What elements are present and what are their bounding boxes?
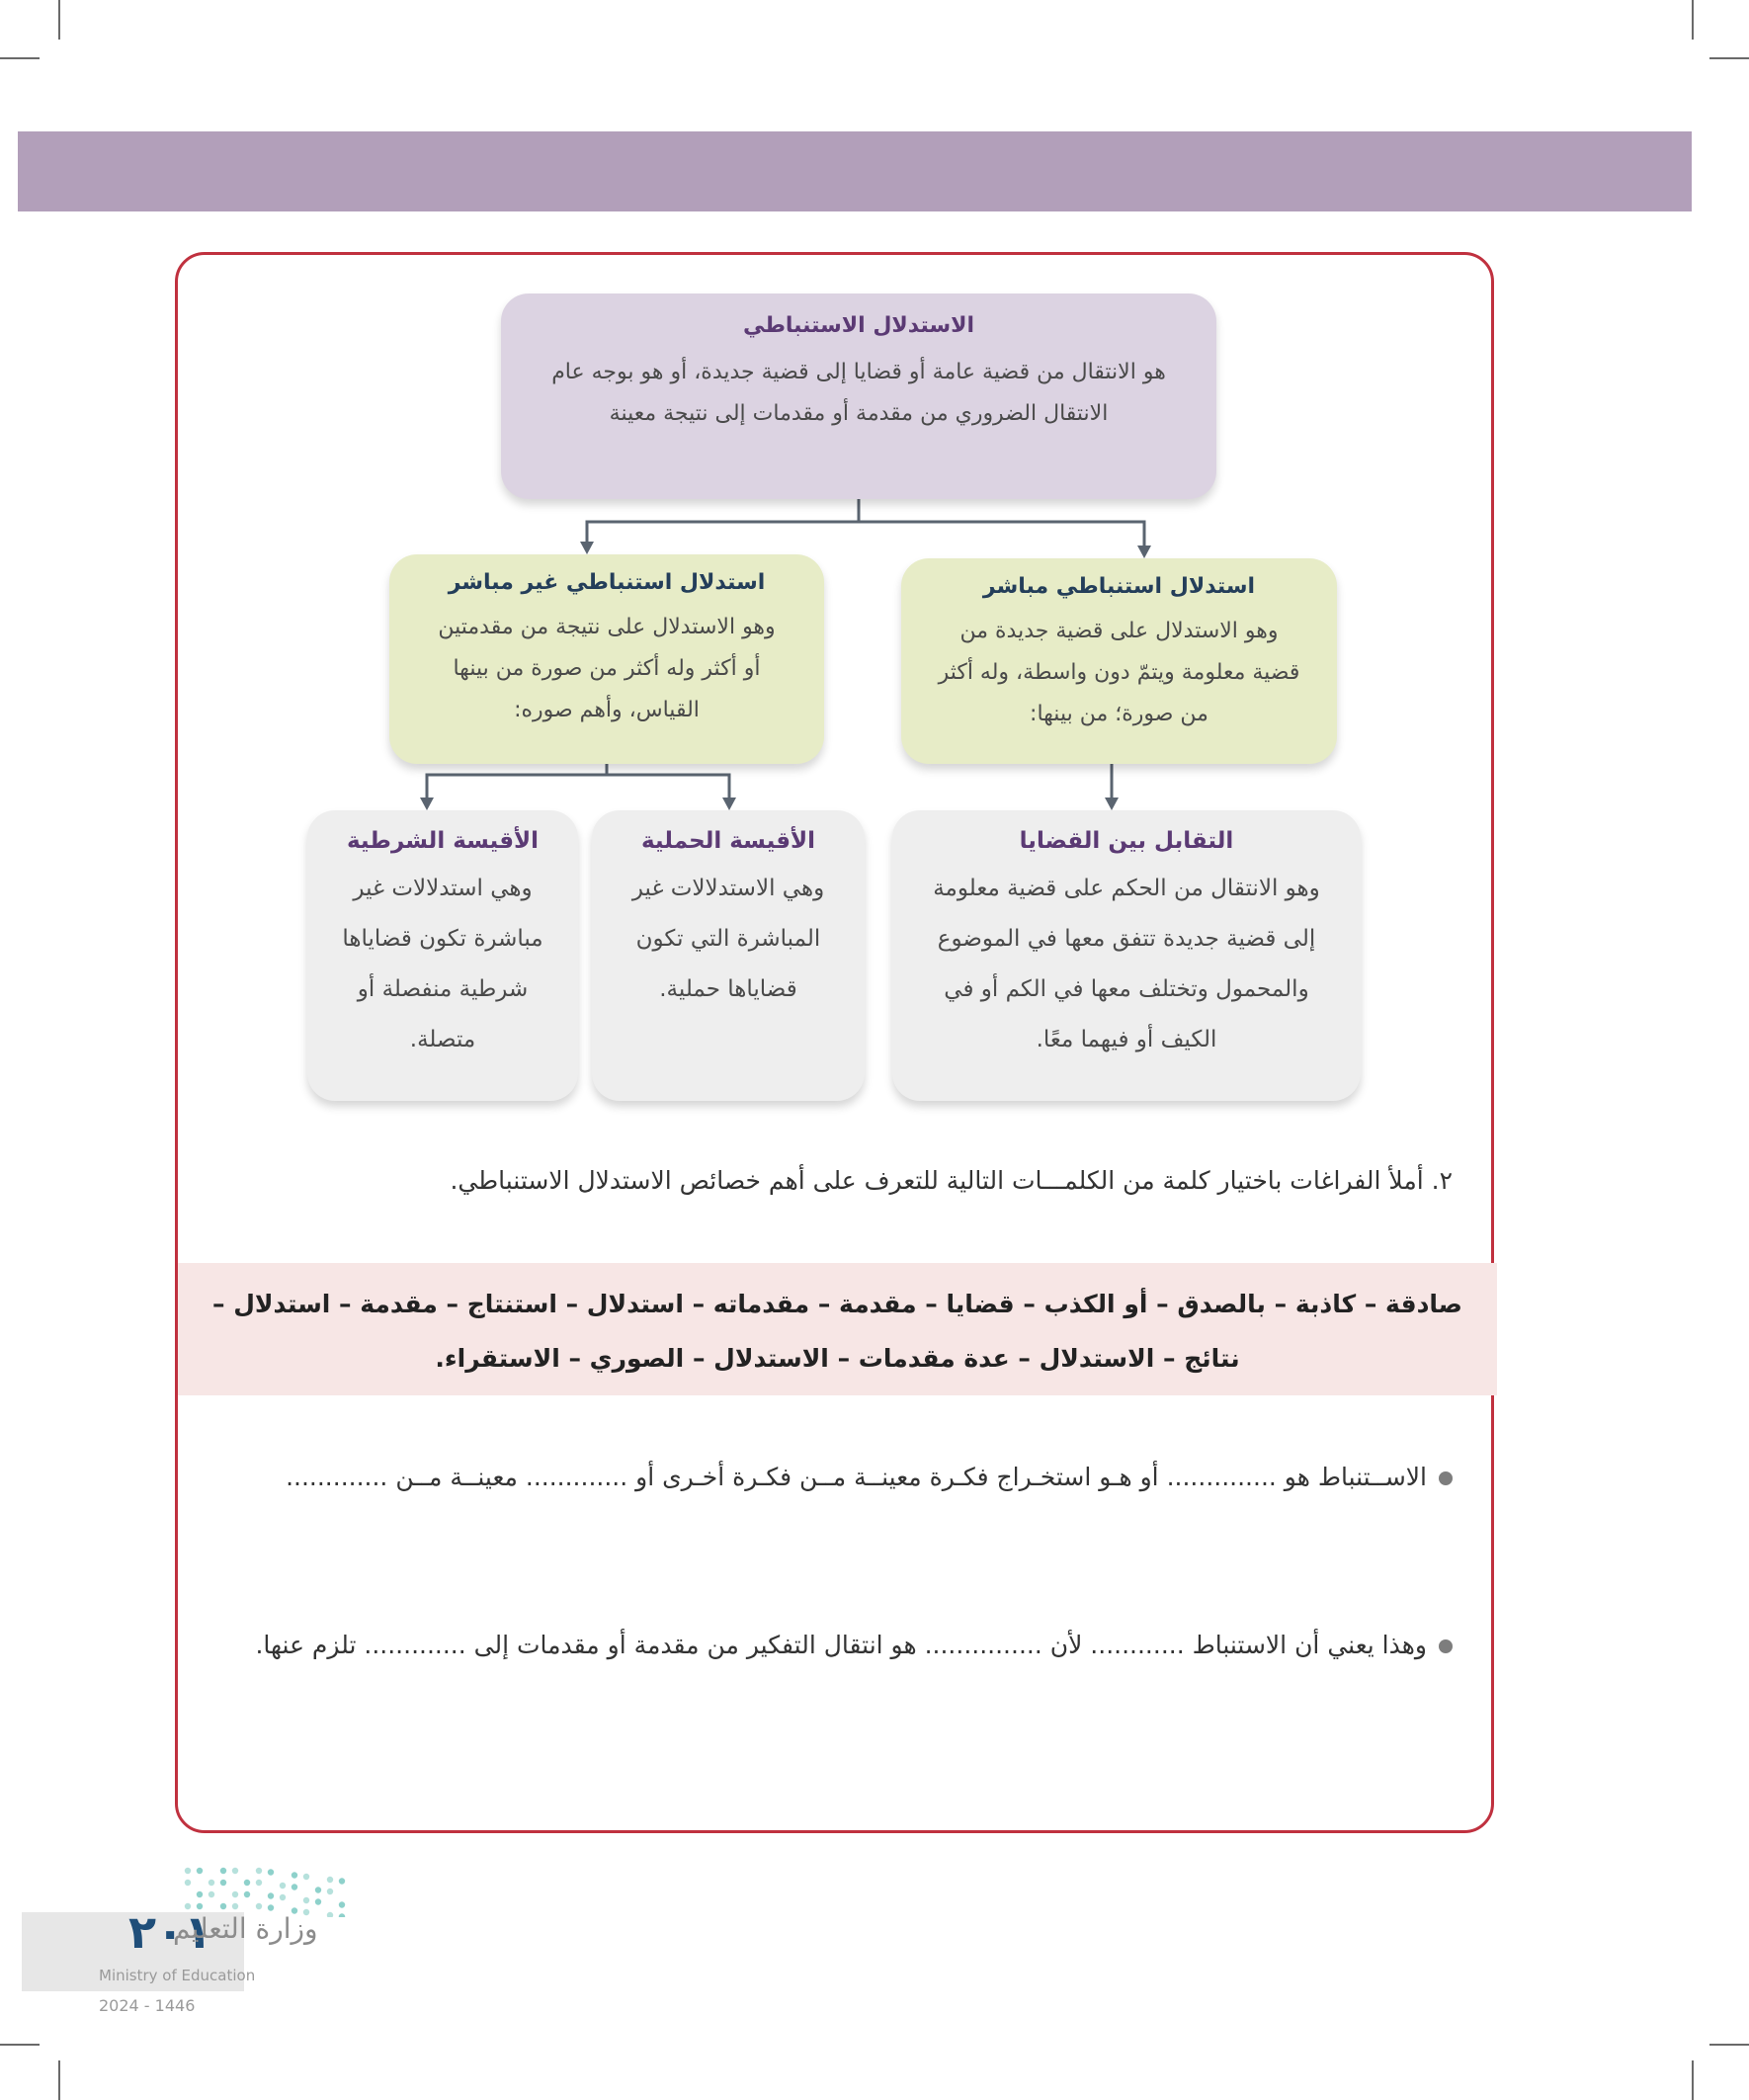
fill-blank-sentence xyxy=(188,1616,1453,1675)
box-text-line: وهي استدلالات غير xyxy=(353,876,533,901)
header-band xyxy=(18,131,1692,211)
logo-dot xyxy=(327,1877,333,1883)
logo-dot xyxy=(197,1891,203,1897)
crop-mark xyxy=(58,2060,60,2100)
crop-mark xyxy=(58,0,60,40)
box-text-line: مباشرة تكون قضاياها xyxy=(342,926,543,952)
edition-year: 2024 - 1446 xyxy=(99,1996,196,2015)
logo-dot xyxy=(220,1880,226,1886)
box-text-line: قضية معلومة ويتمّ دون واسطة، وله أكثر xyxy=(938,660,1300,685)
bullet-icon xyxy=(1439,1639,1453,1653)
logo-dot xyxy=(303,1897,309,1903)
direct-deduction-box xyxy=(901,558,1337,764)
box-title: الاستدلال الاستنباطي xyxy=(742,313,975,338)
logo-dot xyxy=(280,1883,286,1889)
box-text-line: الانتقال الضروري من مقدمة أو مقدمات إلى نتيجة معينة xyxy=(609,401,1109,426)
logo-dot xyxy=(315,1898,321,1904)
box-text-line: أو أكثر وله أكثر من صورة من بينها xyxy=(453,656,761,681)
box-text-line: من صورة؛ من بينها: xyxy=(1030,702,1208,726)
logo-dot xyxy=(197,1868,203,1874)
logo-dot xyxy=(185,1880,191,1886)
conditional-syllogisms-box xyxy=(307,810,578,1101)
box-title: استدلال استنباطي غير مباشر xyxy=(448,570,766,595)
logo-dot xyxy=(339,1913,345,1917)
exercise-instruction: ٢. أملأ الفراغات باختيار كلمة من الكلمـــات التالية للتعرف على أهم خصائص الاستدلال الاستنباطي. xyxy=(450,1166,1453,1195)
indirect-deduction-box xyxy=(389,554,824,764)
logo-dot xyxy=(220,1868,226,1874)
logo-dot xyxy=(256,1880,262,1886)
logo-dot xyxy=(208,1880,214,1886)
crop-mark xyxy=(1692,2060,1694,2100)
logo-dot xyxy=(339,1901,345,1907)
box-text-line: هو الانتقال من قضية عامة أو قضايا إلى قضية جديدة، أو هو بوجه عام xyxy=(551,360,1166,384)
deductive-reasoning-box xyxy=(501,294,1216,499)
box-title: الأقيسة الشرطية xyxy=(346,828,540,854)
fill-blank-sentence xyxy=(222,1448,1453,1507)
box-text-line: وهو الاستدلال على قضية جديدة من xyxy=(959,619,1279,643)
box-text-line: القياس، وأهم صوره: xyxy=(514,698,700,722)
ministry-name-english: Ministry of Education xyxy=(99,1967,256,1984)
logo-dot xyxy=(220,1903,226,1909)
logo-dot xyxy=(208,1891,214,1897)
logo-dot xyxy=(232,1903,238,1909)
box-text-line: المباشرة التي تكون xyxy=(635,926,821,952)
logo-dot xyxy=(244,1891,250,1897)
logo-dot xyxy=(268,1904,274,1910)
logo-dot xyxy=(315,1887,321,1892)
logo-dot xyxy=(327,1889,333,1894)
crop-mark xyxy=(1692,0,1694,40)
categorical-syllogisms-box xyxy=(592,810,865,1101)
sentence-text: الاســتنباط هو .............. أو هـو استخـراج فكـرة معينــة مــن فكـرة أخـرى أو ............. معينــة مــن ............. xyxy=(286,1463,1427,1491)
crop-mark xyxy=(0,57,40,59)
box-text-line: قضاياها حملية. xyxy=(659,976,797,1002)
logo-dot xyxy=(232,1868,238,1874)
opposition-of-propositions-box xyxy=(892,810,1361,1101)
logo-dot xyxy=(292,1884,297,1890)
box-text-line: وهو الاستدلال على نتيجة من مقدمتين xyxy=(438,615,776,639)
crop-mark xyxy=(0,2044,40,2046)
crop-mark xyxy=(1709,57,1749,59)
logo-dot xyxy=(185,1868,191,1874)
logo-dot xyxy=(244,1880,250,1886)
logo-dot xyxy=(327,1912,333,1917)
box-text-line: والمحمول وتختلف معها في الكم أو في xyxy=(944,976,1309,1002)
word-bank xyxy=(178,1263,1497,1395)
word-bank-line: نتائج – الاستدلال – عدة مقدمات – الاستدلال – الصوري – الاستقراء. xyxy=(435,1344,1240,1373)
word-bank-line: صادقة – كاذبة – بالصدق – أو الكذب – قضايا – مقدمة – مقدماته – استدلال – استنتاج – مقدمة – استدلال – xyxy=(212,1290,1462,1318)
logo-dot xyxy=(303,1874,309,1880)
logo-dot xyxy=(268,1892,274,1898)
logo-dot xyxy=(339,1878,345,1884)
logo-dot xyxy=(256,1903,262,1909)
logo-dot xyxy=(232,1891,238,1897)
logo-dot xyxy=(268,1869,274,1875)
box-text-line: الكيف أو فيهما معًا. xyxy=(1036,1027,1217,1052)
box-text-line: متصلة. xyxy=(409,1027,476,1052)
box-text-line: شرطية منفصلة أو xyxy=(357,976,529,1002)
box-text-line: إلى قضية جديدة تتفق معها في الموضوع xyxy=(937,926,1316,952)
ministry-name-arabic: وزارة التعليم xyxy=(173,1912,318,1945)
box-title: استدلال استنباطي مباشر xyxy=(982,574,1256,599)
box-title: الأقيسة الحملية xyxy=(640,828,816,854)
logo-dot xyxy=(256,1868,262,1874)
page-number: ٢٠١ xyxy=(128,1905,212,1959)
sentence-text: وهذا يعني أن الاستنباط ............ لأن ............... هو انتقال التفكير من مقدمة أو مقدمات إلى ............. تلزم عنها. xyxy=(255,1631,1427,1659)
box-text-line: وهي الاستدلالات غير xyxy=(631,876,825,901)
bullet-icon xyxy=(1439,1471,1453,1485)
box-title: التقابل بين القضايا xyxy=(1019,828,1234,854)
crop-mark xyxy=(1709,2044,1749,2046)
logo-dot xyxy=(292,1872,297,1878)
logo-dot xyxy=(280,1894,286,1900)
box-text-line: وهو الانتقال من الحكم على قضية معلومة xyxy=(933,876,1320,901)
